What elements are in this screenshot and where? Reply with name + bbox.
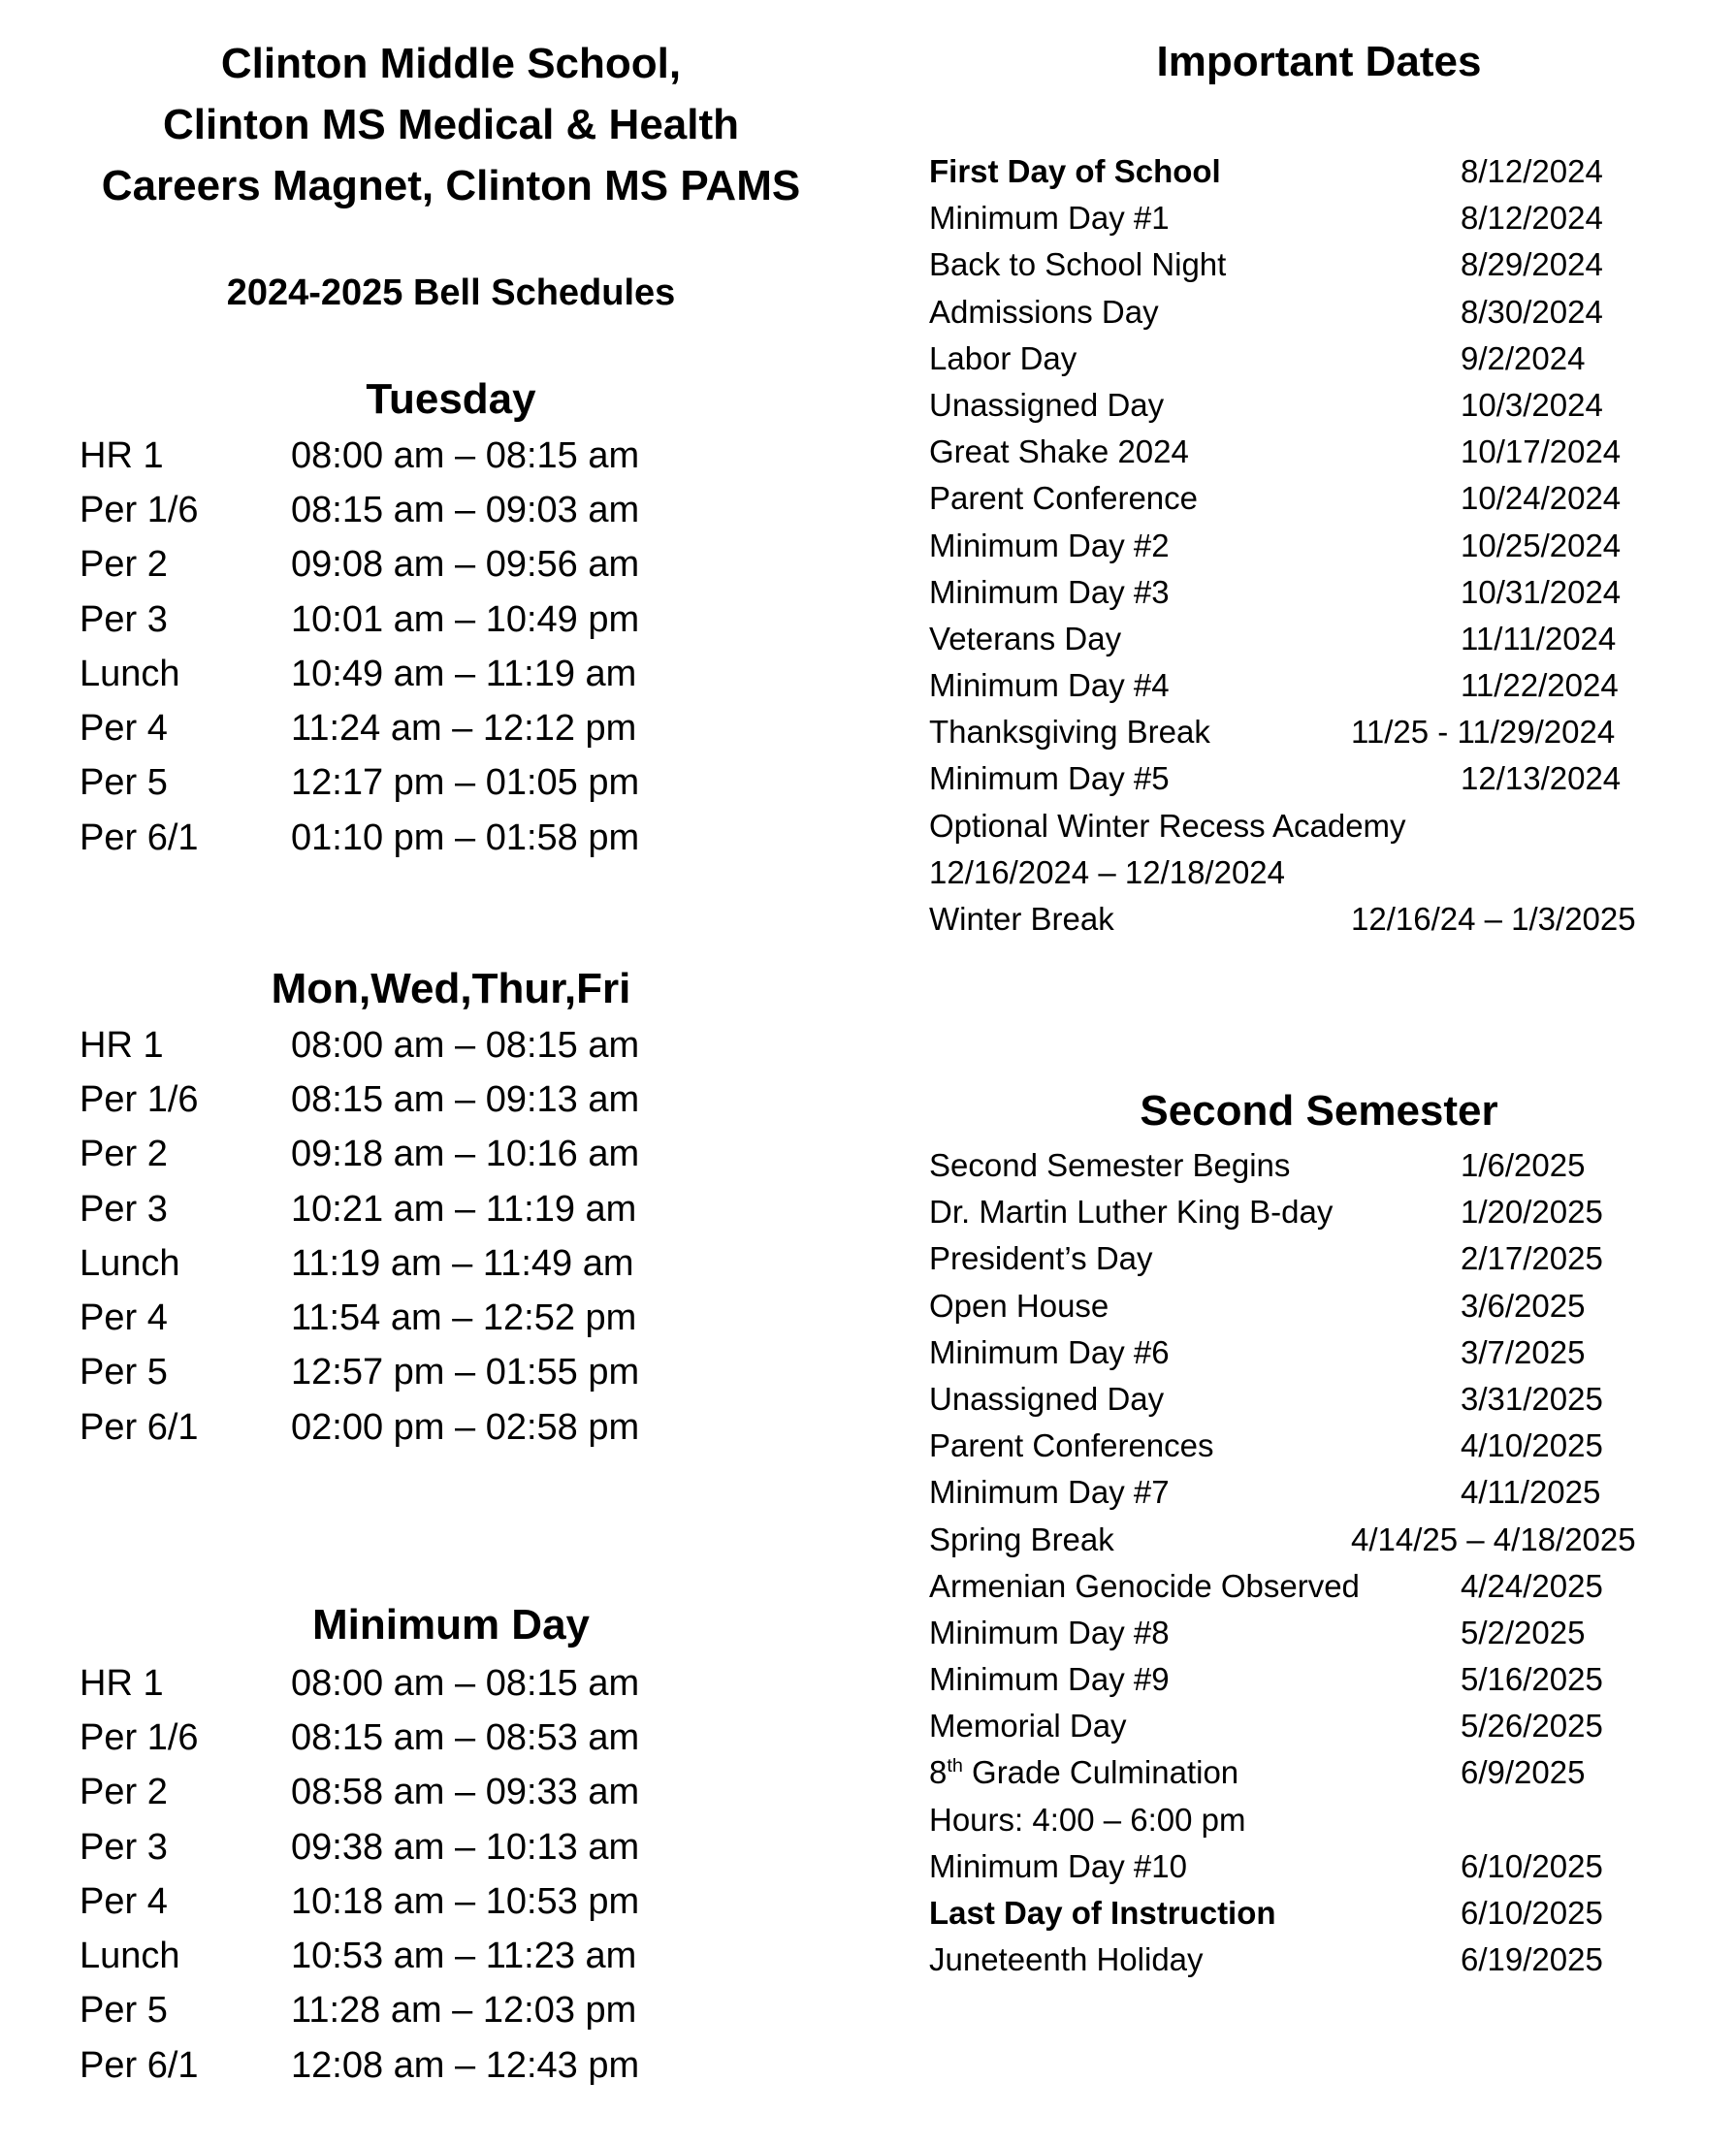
period-label: Per 2 <box>80 1772 168 1813</box>
period-time: 10:21 am – 11:19 am <box>291 1188 637 1230</box>
period-time: 11:24 am – 12:12 pm <box>291 708 637 750</box>
date-row <box>929 616 1724 662</box>
date-row <box>929 849 1724 896</box>
period-time: 01:10 pm – 01:58 pm <box>291 816 640 858</box>
period-label: Per 5 <box>80 762 168 804</box>
event-date: 10/25/2024 <box>1461 527 1622 563</box>
event-date: 9/2/2024 <box>1461 339 1586 376</box>
event-name-part: 8 <box>929 1754 948 1791</box>
event-name: Optional Winter Recess Academy <box>929 807 1406 844</box>
period-label: HR 1 <box>80 1024 164 1066</box>
event-date: 11/11/2024 <box>1461 620 1617 656</box>
schedule-row <box>80 1236 875 1291</box>
event-name: Great Shake 2024 <box>929 433 1189 470</box>
schedule-row <box>80 647 875 701</box>
event-date: 8/29/2024 <box>1461 246 1603 283</box>
period-time: 11:54 am – 12:52 pm <box>291 1297 637 1339</box>
period-time: 08:15 am – 08:53 am <box>291 1716 640 1758</box>
period-time: 11:28 am – 12:03 pm <box>291 1990 637 2032</box>
schedule-row <box>80 1766 875 1820</box>
period-time: 08:00 am – 08:15 am <box>291 1662 640 1704</box>
date-row <box>929 523 1724 569</box>
school-title <box>0 33 902 216</box>
event-name: Minimum Day #8 <box>929 1614 1170 1650</box>
period-label: Lunch <box>80 653 180 694</box>
event-name: Dr. Martin Luther King B-day <box>929 1194 1334 1231</box>
schedule-title-tuesday: Tuesday <box>366 375 536 423</box>
event-name: Parent Conference <box>929 480 1199 517</box>
school-title-line: Clinton Middle School, <box>220 40 682 87</box>
event-name: Open House <box>929 1287 1109 1324</box>
period-time: 11:19 am – 11:49 am <box>291 1242 634 1284</box>
event-name: First Day of School <box>929 153 1221 189</box>
date-row <box>929 896 1724 943</box>
schedule-row <box>80 1400 875 1455</box>
schedule-table-tuesday <box>80 429 875 865</box>
event-date: 11/25 - 11/29/2024 <box>1351 714 1616 751</box>
period-label: Per 2 <box>80 1134 168 1175</box>
second-semester-list <box>929 1142 1724 1983</box>
event-name: Armenian Genocide Observed <box>929 1567 1360 1604</box>
event-date: 10/31/2024 <box>1461 573 1622 610</box>
date-row <box>929 1423 1724 1469</box>
period-label: Per 6/1 <box>80 2044 199 2086</box>
event-name: Admissions Day <box>929 293 1159 330</box>
period-time: 08:15 am – 09:13 am <box>291 1078 640 1120</box>
date-row <box>929 709 1724 755</box>
period-label: Per 4 <box>80 708 168 750</box>
date-row <box>929 429 1724 475</box>
superscript: th <box>947 1755 963 1777</box>
event-name: Veterans Day <box>929 620 1122 656</box>
event-name: Juneteenth Holiday <box>929 1941 1204 1978</box>
event-name: Memorial Day <box>929 1708 1127 1745</box>
event-date: 2/17/2025 <box>1461 1240 1603 1277</box>
date-row <box>929 1283 1724 1329</box>
period-time: 08:00 am – 08:15 am <box>291 1024 640 1066</box>
date-row <box>929 755 1724 802</box>
schedule-row <box>80 811 875 865</box>
schedule-row <box>80 1656 875 1711</box>
date-row <box>929 569 1724 616</box>
event-date: 1/20/2025 <box>1461 1194 1603 1231</box>
event-date: 6/10/2025 <box>1461 1895 1603 1931</box>
event-name: Labor Day <box>929 339 1077 376</box>
date-row <box>929 241 1724 288</box>
event-date: 4/14/25 – 4/18/2025 <box>1351 1521 1636 1557</box>
date-row <box>929 803 1724 849</box>
schedule-row <box>80 483 875 537</box>
event-name: Minimum Day #5 <box>929 760 1170 797</box>
event-date: 1/6/2025 <box>1461 1147 1586 1183</box>
event-name: Minimum Day #9 <box>929 1661 1170 1698</box>
schedule-row <box>80 1874 875 1929</box>
event-date: 6/10/2025 <box>1461 1847 1603 1884</box>
date-row <box>929 1142 1724 1189</box>
event-name: President’s Day <box>929 1240 1153 1277</box>
event-name: Minimum Day #3 <box>929 573 1170 610</box>
schedule-title-mwtf: Mon,Wed,Thur,Fri <box>271 965 631 1012</box>
schedule-row <box>80 1346 875 1400</box>
period-label: Per 4 <box>80 1880 168 1922</box>
date-row <box>929 336 1724 382</box>
event-date: 8/12/2024 <box>1461 153 1603 189</box>
period-label: Per 5 <box>80 1990 168 2032</box>
event-date: 10/3/2024 <box>1461 386 1603 423</box>
schedule-row <box>80 1820 875 1874</box>
schedule-row <box>80 592 875 647</box>
schedule-title-minimum-day: Minimum Day <box>311 1601 591 1649</box>
period-label: HR 1 <box>80 434 164 476</box>
period-time: 09:08 am – 09:56 am <box>291 544 640 586</box>
event-date: 4/24/2025 <box>1461 1567 1603 1604</box>
event-date: 10/24/2024 <box>1461 480 1622 517</box>
schedule-row <box>80 1984 875 2038</box>
event-date: 5/2/2025 <box>1461 1614 1586 1650</box>
date-row <box>929 1469 1724 1516</box>
event-date: 12/16/24 – 1/3/2025 <box>1351 901 1636 937</box>
event-name <box>929 1749 1238 1796</box>
period-label: Per 4 <box>80 1297 168 1339</box>
period-time: 10:01 am – 10:49 pm <box>291 598 640 640</box>
date-row <box>929 1235 1724 1282</box>
date-row <box>929 382 1724 429</box>
date-row <box>929 1610 1724 1656</box>
event-date: 11/22/2024 <box>1461 667 1619 704</box>
period-time: 12:17 pm – 01:05 pm <box>291 762 640 804</box>
school-title-line: Clinton MS Medical & Health <box>162 101 740 148</box>
date-row <box>929 1703 1724 1749</box>
event-date: 5/16/2025 <box>1461 1661 1603 1698</box>
schedule-row <box>80 1711 875 1765</box>
date-row <box>929 1890 1724 1937</box>
period-label: Lunch <box>80 1242 180 1284</box>
event-name: Unassigned Day <box>929 1380 1165 1417</box>
event-name: Back to School Night <box>929 246 1227 283</box>
period-label: Per 5 <box>80 1352 168 1393</box>
period-label: Per 6/1 <box>80 1406 199 1448</box>
schedule-row <box>80 1182 875 1236</box>
event-date: 3/7/2025 <box>1461 1333 1586 1370</box>
event-date: 4/11/2025 <box>1461 1474 1601 1511</box>
period-label: Per 1/6 <box>80 489 199 530</box>
event-name: Last Day of Instruction <box>929 1895 1276 1931</box>
event-name: Minimum Day #7 <box>929 1474 1170 1511</box>
important-dates-title: Important Dates <box>1156 38 1482 85</box>
period-time: 10:53 am – 11:23 am <box>291 1936 637 1977</box>
event-date: 8/12/2024 <box>1461 200 1603 237</box>
date-row <box>929 1563 1724 1610</box>
period-label: Per 1/6 <box>80 1716 199 1758</box>
date-row <box>929 1843 1724 1890</box>
date-row <box>929 289 1724 336</box>
event-date: 6/9/2025 <box>1461 1754 1586 1791</box>
period-label: Lunch <box>80 1936 180 1977</box>
date-row <box>929 1376 1724 1423</box>
period-time: 08:00 am – 08:15 am <box>291 434 640 476</box>
date-row <box>929 148 1724 195</box>
event-date: 5/26/2025 <box>1461 1708 1603 1745</box>
event-name: Second Semester Begins <box>929 1147 1291 1183</box>
period-label: HR 1 <box>80 1662 164 1704</box>
period-label: Per 3 <box>80 1826 168 1868</box>
event-name: Hours: 4:00 – 6:00 pm <box>929 1801 1246 1838</box>
event-date: 6/19/2025 <box>1461 1941 1603 1978</box>
second-semester-title: Second Semester <box>1140 1087 1498 1135</box>
date-row <box>929 1937 1724 1983</box>
schedule-row <box>80 1072 875 1127</box>
period-label: Per 6/1 <box>80 816 199 858</box>
date-row <box>929 1656 1724 1703</box>
date-row <box>929 662 1724 709</box>
schedule-table-minimum-day <box>80 1656 875 2093</box>
period-label: Per 3 <box>80 1188 168 1230</box>
period-label: Per 3 <box>80 598 168 640</box>
period-time: 10:49 am – 11:19 am <box>291 653 637 694</box>
schedule-row <box>80 1018 875 1072</box>
event-date: 8/30/2024 <box>1461 293 1603 330</box>
important-dates-list <box>929 148 1724 943</box>
period-time: 10:18 am – 10:53 pm <box>291 1880 640 1922</box>
event-date: 12/13/2024 <box>1461 760 1622 797</box>
schedule-row <box>80 1929 875 1983</box>
schedule-row <box>80 701 875 755</box>
date-row <box>929 1329 1724 1376</box>
event-name: Minimum Day #6 <box>929 1333 1170 1370</box>
date-row <box>929 1749 1724 1796</box>
period-time: 09:18 am – 10:16 am <box>291 1134 640 1175</box>
period-label: Per 1/6 <box>80 1078 199 1120</box>
school-title-line: Careers Magnet, Clinton MS PAMS <box>101 162 801 209</box>
event-name: Parent Conferences <box>929 1427 1214 1464</box>
event-name: Unassigned Day <box>929 386 1165 423</box>
period-label: Per 2 <box>80 544 168 586</box>
date-row <box>929 1517 1724 1563</box>
event-name: Thanksgiving Break <box>929 714 1210 751</box>
date-row <box>929 1797 1724 1843</box>
event-name: Minimum Day #1 <box>929 200 1170 237</box>
event-name: Minimum Day #10 <box>929 1847 1187 1884</box>
schedule-row <box>80 1128 875 1182</box>
event-name: Winter Break <box>929 901 1114 937</box>
event-date: 10/17/2024 <box>1461 433 1622 470</box>
event-name: 12/16/2024 – 12/18/2024 <box>929 853 1286 890</box>
schedule-row <box>80 2038 875 2093</box>
schedule-row <box>80 538 875 592</box>
schedule-row <box>80 429 875 483</box>
date-row <box>929 1189 1724 1235</box>
period-time: 08:15 am – 09:03 am <box>291 489 640 530</box>
event-name-part: Grade Culmination <box>962 1754 1239 1791</box>
schedule-row <box>80 756 875 811</box>
event-name: Minimum Day #4 <box>929 667 1170 704</box>
event-date: 4/10/2025 <box>1461 1427 1603 1464</box>
schedule-table-mwtf <box>80 1018 875 1455</box>
event-date: 3/6/2025 <box>1461 1287 1586 1324</box>
date-row <box>929 195 1724 241</box>
period-time: 12:57 pm – 01:55 pm <box>291 1352 640 1393</box>
period-time: 02:00 pm – 02:58 pm <box>291 1406 640 1448</box>
schedule-row <box>80 1291 875 1345</box>
date-row <box>929 475 1724 522</box>
event-date: 3/31/2025 <box>1461 1380 1603 1417</box>
period-time: 08:58 am – 09:33 am <box>291 1772 640 1813</box>
period-time: 12:08 am – 12:43 pm <box>291 2044 640 2086</box>
event-name: Minimum Day #2 <box>929 527 1170 563</box>
bell-schedules-title: 2024-2025 Bell Schedules <box>226 272 676 313</box>
event-name: Spring Break <box>929 1521 1114 1557</box>
period-time: 09:38 am – 10:13 am <box>291 1826 640 1868</box>
